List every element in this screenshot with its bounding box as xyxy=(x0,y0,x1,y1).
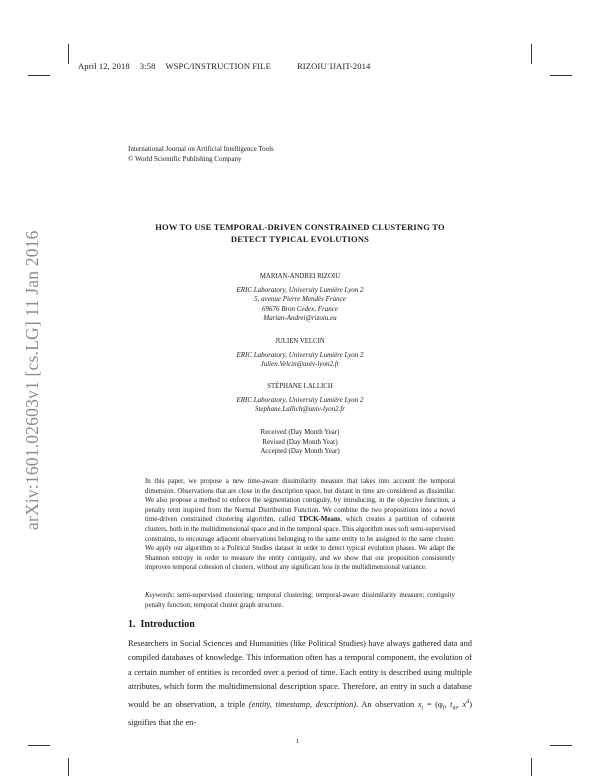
crop-mark-bottom-right xyxy=(531,758,532,776)
title-line-1: HOW TO USE TEMPORAL-DRIVEN CONSTRAINED CLUSTERING TO xyxy=(155,222,445,232)
algorithm-name: TDCK-Means xyxy=(298,516,341,524)
crop-mark-bottom-left xyxy=(68,758,69,776)
crop-mark-top-left-h xyxy=(28,75,50,76)
intro-text-2: . An observation xyxy=(356,699,418,709)
title-line-2: DETECT TYPICAL EVOLUTIONS xyxy=(230,233,370,244)
page-number: 1 xyxy=(296,738,300,745)
observation-equation: = (φ xyxy=(423,699,443,709)
accepted-date: Accepted (Day Month Year) xyxy=(260,447,340,456)
revised-date: Revised (Day Month Year) xyxy=(262,437,338,446)
journal-info xyxy=(128,144,274,164)
triple-notation: (entity, timestamp, description) xyxy=(248,699,357,709)
author-name: JULIEN VELCIN xyxy=(275,338,325,345)
intro-paragraph: Researchers in Social Sciences and Humanities (like Political Studies) have always gathered data and compiled databases of knowledge. This information often has a temporal component, the evolution of a certain number of entities is recorded over a period of time. Each entity is described using multiple attributes, which form the multidimensional description space. Therefore, an entry in such a database would be an observation, a triple xyxy=(128,639,472,709)
author-city: 69676 Bron Cedex, France xyxy=(262,304,338,313)
keywords-text: : semi-supervised clustering; temporal clustering; temporal-aware dissimilarity measure; contiguity penalty function; temporal cluster graph structure. xyxy=(145,592,455,609)
keywords xyxy=(145,591,455,610)
crop-mark-bottom-left-h xyxy=(28,745,50,746)
author-affiliation: ERIC Laboratory, University Lumière Lyon 2 xyxy=(236,395,364,404)
author-block-1 xyxy=(180,272,420,324)
submission-dates xyxy=(180,428,420,457)
abstract-text-2: , which creates a partition of coherent clusters, both in the multidimensional space and in the temporal space. This algorithm uses soft semi-supervised constraints, to encourage adjacent observations belonging to the same entity to be assigned to the same cluster. We apply our algorithm to a Political Studies dataset in order to detect typical evolution phases. We adapt the Shannon entropy in order to measure the entity contiguity, and we show that our proposition consistently improves temporal cohesion of clusters, without any significant loss in the multidimensional variance. xyxy=(145,516,456,572)
keywords-label: Keywords xyxy=(145,592,173,599)
crop-mark-top-right-h xyxy=(550,75,572,76)
header-date: April 12, 2018 xyxy=(78,61,130,71)
journal-copyright: © World Scientific Publishing Company xyxy=(128,155,242,163)
author-affiliation: ERIC Laboratory, University Lumière Lyon 2 xyxy=(236,285,364,294)
journal-name: International Journal on Artificial Intelligence Tools xyxy=(128,145,274,153)
author-affiliation: ERIC Laboratory, University Lumière Lyon 2 xyxy=(236,350,364,359)
intro-text-3: ) signifies that the en- xyxy=(128,699,472,727)
section-heading xyxy=(128,619,195,630)
paper-title xyxy=(130,222,470,245)
crop-mark-top-right xyxy=(531,44,532,64)
author-name: MARIAN-ANDREI RIZOIU xyxy=(259,273,341,280)
author-email: Stephane.Lallich@univ-lyon2.fr xyxy=(254,405,346,414)
author-block-3 xyxy=(180,382,420,415)
author-email: Marian-Andrei@rizoiu.eu xyxy=(263,314,337,323)
section-number: 1. xyxy=(128,619,136,630)
abstract xyxy=(145,477,455,573)
observation-symbol: x xyxy=(417,699,422,709)
section-title: Introduction xyxy=(140,619,195,630)
received-date: Received (Day Month Year) xyxy=(260,428,340,436)
introduction-body: Researchers in Social Sciences and Humanities (like Political Studies) have always gathered data and compiled databases of knowledge. This information often has a temporal component, the evolution of a certain number of entities is recorded over a period of time. Each entity is described using multiple attributes, which form the multidimensional description space. Therefore, an entry in such a database would be an observation, a triple (entity, timestamp, description). An observation $x_i = (\varphi_l$, $t_m$, $x^d$) signifies that the en- xyxy=(128,639,472,727)
author-address: 5, avenue Pierre Mendès France xyxy=(254,295,346,304)
header-time: 3:58 xyxy=(139,61,156,71)
crop-mark-bottom-right-h xyxy=(550,745,572,746)
author-block-2 xyxy=(180,337,420,370)
crop-mark-top-left xyxy=(68,44,69,64)
running-header xyxy=(78,61,380,71)
header-file: WSPC/INSTRUCTION FILE xyxy=(165,61,271,71)
header-id: RIZOIU˙IJAIT-2014 xyxy=(296,61,371,71)
author-email: Julien.Velcin@univ-lyon2.fr xyxy=(260,360,340,369)
abstract-text-1: In this paper, we propose a new time-aware dissimilarity measure that takes into account the temporal dimension. Observations that are close in the description space, but distant in time are considered as dissimilar. We also propose a method to enforce the segmentation contiguity, by introducing, in the objective function, a penalty term inspired from the Normal Distribution Function. We combine the two propositions into a novel time-driven constrained clustering algorithm, called xyxy=(145,478,455,524)
arxiv-stamp: arXiv:1601.02603v1 [cs.LG] 11 Jan 2016 xyxy=(22,230,42,530)
author-name: STÉPHANE LALLICH xyxy=(267,383,333,390)
